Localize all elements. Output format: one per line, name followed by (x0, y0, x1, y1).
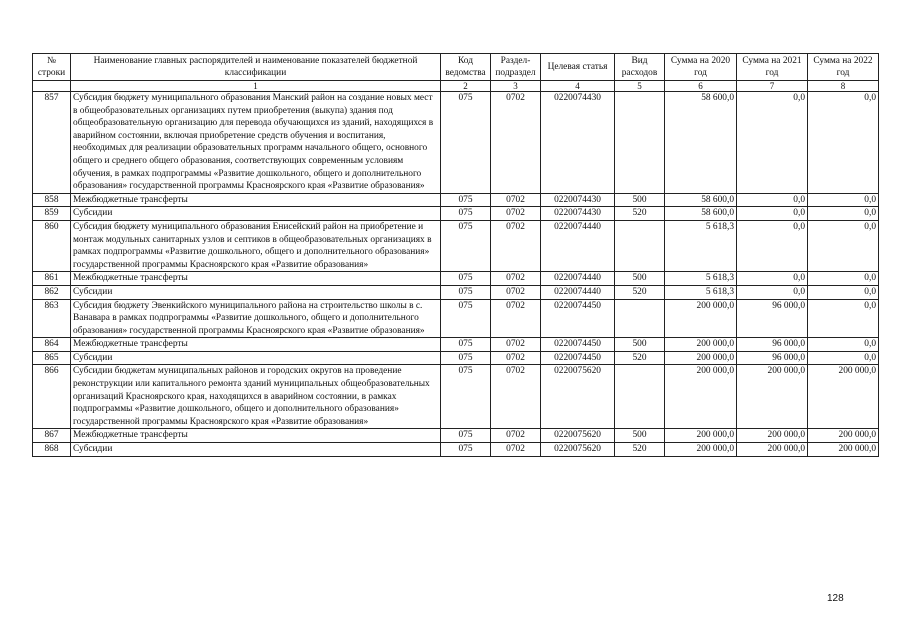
row-number: 861 (33, 272, 71, 286)
row-number: 864 (33, 338, 71, 352)
row-target-article: 0220074430 (541, 207, 615, 221)
row-sum-2020: 5 618,3 (665, 220, 737, 271)
row-target-article: 0220075620 (541, 365, 615, 429)
row-sum-2020: 58 600,0 (665, 193, 737, 207)
table-row (33, 92, 879, 194)
row-sum-2021: 200 000,0 (737, 365, 808, 429)
row-sum-2020: 58 600,0 (665, 207, 737, 221)
header-expense-type: Вид расходов (615, 54, 665, 81)
row-department-code: 075 (441, 92, 491, 194)
header-department-code: Код ведомства (441, 54, 491, 81)
row-department-code: 075 (441, 207, 491, 221)
row-section: 0702 (491, 193, 541, 207)
row-sum-2022: 0,0 (808, 285, 879, 299)
row-expense-type: 520 (615, 443, 665, 457)
table-row (33, 351, 879, 365)
row-sum-2022: 0,0 (808, 299, 879, 338)
row-target-article: 0220074450 (541, 351, 615, 365)
row-number: 858 (33, 193, 71, 207)
row-sum-2021: 96 000,0 (737, 351, 808, 365)
column-number: 8 (808, 81, 879, 92)
row-sum-2021: 0,0 (737, 285, 808, 299)
row-sum-2022: 0,0 (808, 272, 879, 286)
row-name: Субсидии (71, 207, 441, 221)
row-department-code: 075 (441, 299, 491, 338)
column-number: 7 (737, 81, 808, 92)
row-sum-2021: 0,0 (737, 220, 808, 271)
row-sum-2020: 200 000,0 (665, 299, 737, 338)
header-sum-2022: Сумма на 2022 год (808, 54, 879, 81)
row-section: 0702 (491, 365, 541, 429)
table-row (33, 429, 879, 443)
row-expense-type (615, 92, 665, 194)
row-sum-2020: 200 000,0 (665, 429, 737, 443)
row-expense-type: 500 (615, 338, 665, 352)
column-number: 5 (615, 81, 665, 92)
row-department-code: 075 (441, 285, 491, 299)
row-name: Межбюджетные трансферты (71, 272, 441, 286)
row-department-code: 075 (441, 193, 491, 207)
row-sum-2021: 96 000,0 (737, 338, 808, 352)
row-section: 0702 (491, 299, 541, 338)
row-number: 857 (33, 92, 71, 194)
row-number: 862 (33, 285, 71, 299)
row-expense-type (615, 365, 665, 429)
header-target-article: Целевая статья (541, 54, 615, 81)
column-number: 2 (441, 81, 491, 92)
row-number: 867 (33, 429, 71, 443)
row-name: Субсидии бюджетам муниципальных районов и городских округов на проведение реконструкции или капитального ремонта зданий муниципальных общеобразовательных организаций Красноярского края, находящихся в аварийном состоянии, в рамках подпрограммы «Развитие дошкольного, общего и дополнительного образования» государственной программы Красноярского края «Развитие образования» (71, 365, 441, 429)
row-sum-2022: 0,0 (808, 193, 879, 207)
row-department-code: 075 (441, 351, 491, 365)
row-sum-2021: 96 000,0 (737, 299, 808, 338)
header-sum-2020: Сумма на 2020 год (665, 54, 737, 81)
row-sum-2021: 0,0 (737, 193, 808, 207)
header-row-number: № строки (33, 54, 71, 81)
table-row (33, 285, 879, 299)
row-department-code: 075 (441, 443, 491, 457)
row-sum-2020: 58 600,0 (665, 92, 737, 194)
row-sum-2022: 200 000,0 (808, 429, 879, 443)
row-target-article: 0220075620 (541, 443, 615, 457)
row-sum-2021: 200 000,0 (737, 443, 808, 457)
table-row (33, 193, 879, 207)
row-expense-type (615, 299, 665, 338)
row-section: 0702 (491, 207, 541, 221)
table-row (33, 443, 879, 457)
column-number: 1 (71, 81, 441, 92)
row-sum-2022: 200 000,0 (808, 443, 879, 457)
header-sum-2021: Сумма на 2021 год (737, 54, 808, 81)
row-expense-type (615, 220, 665, 271)
row-sum-2022: 200 000,0 (808, 365, 879, 429)
row-sum-2022: 0,0 (808, 220, 879, 271)
row-sum-2020: 5 618,3 (665, 285, 737, 299)
row-sum-2021: 0,0 (737, 207, 808, 221)
row-expense-type: 500 (615, 193, 665, 207)
row-department-code: 075 (441, 220, 491, 271)
table-row (33, 365, 879, 429)
row-section: 0702 (491, 429, 541, 443)
row-number: 860 (33, 220, 71, 271)
row-name: Субсидии (71, 443, 441, 457)
row-sum-2021: 0,0 (737, 92, 808, 194)
row-section: 0702 (491, 220, 541, 271)
column-number: 3 (491, 81, 541, 92)
row-sum-2022: 0,0 (808, 92, 879, 194)
row-expense-type: 500 (615, 429, 665, 443)
row-target-article: 0220075620 (541, 429, 615, 443)
table-row (33, 207, 879, 221)
table-row (33, 338, 879, 352)
table-row (33, 220, 879, 271)
table-row (33, 299, 879, 338)
row-number: 868 (33, 443, 71, 457)
row-section: 0702 (491, 351, 541, 365)
row-name: Субсидии (71, 285, 441, 299)
column-number-row (33, 81, 879, 92)
header-name: Наименование главных распорядителей и наименование показателей бюджетной классификации (71, 54, 441, 81)
row-number: 866 (33, 365, 71, 429)
row-expense-type: 500 (615, 272, 665, 286)
row-target-article: 0220074430 (541, 193, 615, 207)
row-number: 865 (33, 351, 71, 365)
row-name: Межбюджетные трансферты (71, 193, 441, 207)
row-target-article: 0220074440 (541, 285, 615, 299)
row-section: 0702 (491, 285, 541, 299)
column-number: 6 (665, 81, 737, 92)
row-target-article: 0220074450 (541, 338, 615, 352)
row-sum-2020: 200 000,0 (665, 338, 737, 352)
row-section: 0702 (491, 272, 541, 286)
row-sum-2022: 0,0 (808, 207, 879, 221)
row-expense-type: 520 (615, 207, 665, 221)
row-sum-2021: 0,0 (737, 272, 808, 286)
row-name: Межбюджетные трансферты (71, 338, 441, 352)
row-department-code: 075 (441, 429, 491, 443)
column-number (33, 81, 71, 92)
row-target-article: 0220074440 (541, 272, 615, 286)
row-target-article: 0220074430 (541, 92, 615, 194)
row-name: Субсидия бюджету муниципального образования Енисейский район на приобретение и монтаж модульных санитарных узлов и септиков в общеобразовательных организациях в рамках подпрограммы «Развитие дошкольного, общего и дополнительного образования» государственной программы Красноярского края «Развитие образования» (71, 220, 441, 271)
row-number: 863 (33, 299, 71, 338)
row-department-code: 075 (441, 365, 491, 429)
row-name: Субсидия бюджету Эвенкийского муниципального района на строительство школы в с. Ванавара в рамках подпрограммы «Развитие дошкольного, общего и дополнительного образования» государственной программы Красноярского края «Развитие образования» (71, 299, 441, 338)
row-target-article: 0220074440 (541, 220, 615, 271)
row-name: Субсидия бюджету муниципального образования Манский район на создание новых мест в общеобразовательных организациях путем приобретения (выкупа) здания под общеобразовательную организацию для перевода обучающихся из зданий, находящихся в аварийном состоянии, включая приобретение средств обучения и воспитания, необходимых для реализации образовательных программ начального общего, основного общего и среднего общего образования, соответствующих современным условиям обучения, в рамках подпрограммы «Развитие дошкольного, общего и дополнительного образования» государственной программы Красноярского края «Развитие образования» (71, 92, 441, 194)
row-section: 0702 (491, 338, 541, 352)
row-sum-2020: 5 618,3 (665, 272, 737, 286)
header-section: Раздел-подраздел (491, 54, 541, 81)
budget-table (32, 53, 879, 457)
row-sum-2021: 200 000,0 (737, 429, 808, 443)
table-header-row (33, 54, 879, 81)
row-department-code: 075 (441, 272, 491, 286)
column-number: 4 (541, 81, 615, 92)
row-name: Субсидии (71, 351, 441, 365)
row-expense-type: 520 (615, 351, 665, 365)
table-body (33, 92, 879, 457)
row-name: Межбюджетные трансферты (71, 429, 441, 443)
row-sum-2020: 200 000,0 (665, 365, 737, 429)
row-section: 0702 (491, 443, 541, 457)
row-target-article: 0220074450 (541, 299, 615, 338)
row-section: 0702 (491, 92, 541, 194)
table-row (33, 272, 879, 286)
page-number: 128 (827, 593, 844, 604)
row-department-code: 075 (441, 338, 491, 352)
row-sum-2022: 0,0 (808, 338, 879, 352)
row-expense-type: 520 (615, 285, 665, 299)
row-sum-2020: 200 000,0 (665, 351, 737, 365)
row-sum-2022: 0,0 (808, 351, 879, 365)
row-sum-2020: 200 000,0 (665, 443, 737, 457)
row-number: 859 (33, 207, 71, 221)
